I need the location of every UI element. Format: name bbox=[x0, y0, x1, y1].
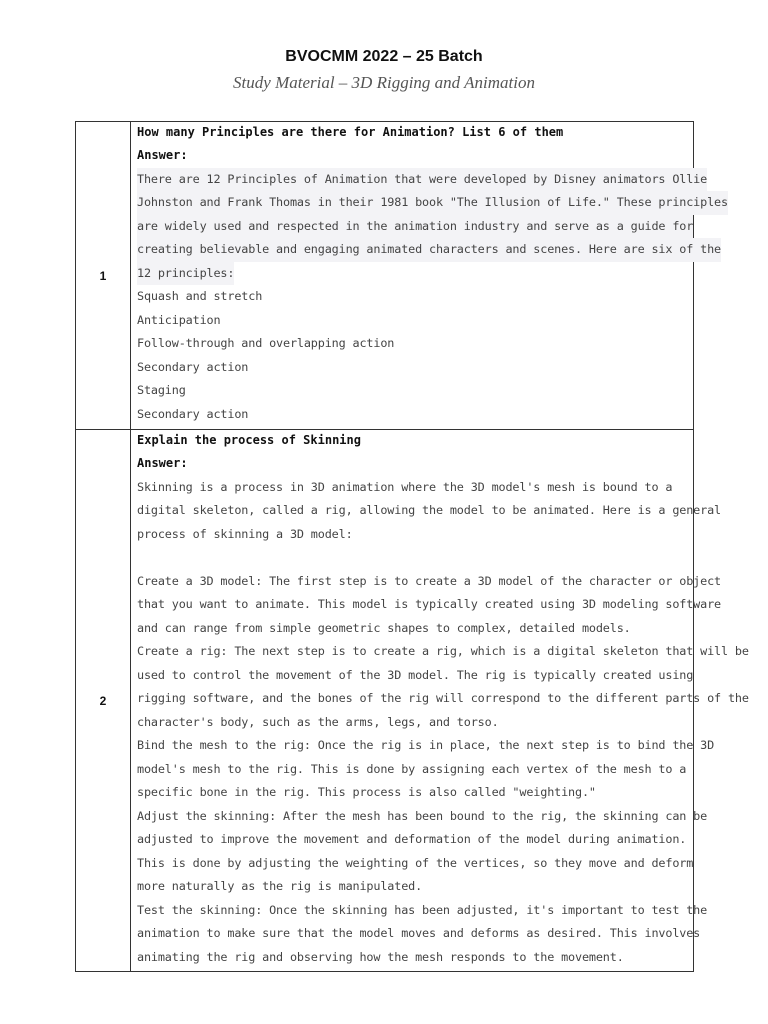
answer-line-text: more naturally as the rig is manipulated. bbox=[137, 879, 423, 893]
answer-line-text: animation to make sure that the model moves and deforms as desired. This involves bbox=[137, 926, 701, 940]
answer-line-text: 12 principles: bbox=[137, 262, 234, 286]
answer-line-text: There are 12 Principles of Animation that were developed by Disney animators Ollie bbox=[137, 168, 707, 192]
document-subtitle: Study Material – 3D Rigging and Animation bbox=[233, 73, 535, 92]
answer-line-text: Johnston and Frank Thomas in their 1981 book "The Illusion of Life." These principles bbox=[137, 191, 728, 215]
answer-line-text: character's body, such as the arms, legs, and torso. bbox=[137, 714, 499, 729]
question-text: How many Principles are there for Animation? List 6 of them bbox=[137, 125, 564, 139]
table-row bbox=[76, 430, 694, 972]
answer-line-text: Bind the mesh to the rig: Once the rig is in place, the next step is to bind the 3D bbox=[137, 738, 715, 752]
answer-line bbox=[137, 687, 749, 711]
answer-line bbox=[137, 191, 728, 215]
answer-line-text: and can range from simple geometric shapes to complex, detailed models. bbox=[137, 620, 631, 635]
answer-line bbox=[137, 379, 687, 403]
row-number: 2 bbox=[76, 430, 131, 972]
blank-line bbox=[137, 546, 687, 570]
answer-line bbox=[137, 946, 687, 970]
answer-line-text: specific bone in the rig. This process is also called "weighting." bbox=[137, 785, 596, 799]
qa-table bbox=[75, 121, 749, 972]
answer-line bbox=[137, 640, 749, 664]
answer-line-text: animating the rig and observing how the mesh responds to the movement. bbox=[137, 949, 624, 964]
answer-line-text: adjusted to improve the movement and deformation of the model during animation. bbox=[137, 832, 687, 846]
answer-line bbox=[137, 922, 701, 946]
answer-line bbox=[137, 875, 687, 899]
answer-line bbox=[137, 758, 687, 782]
answer-line bbox=[137, 476, 687, 500]
row-content bbox=[131, 430, 749, 972]
answer-line bbox=[137, 617, 687, 641]
answer-line-text: are widely used and respected in the animation industry and serve as a guide for bbox=[137, 215, 693, 239]
answer-line bbox=[137, 309, 687, 333]
answer-line bbox=[137, 570, 721, 594]
answer-line bbox=[137, 332, 687, 356]
answer-line bbox=[137, 828, 687, 852]
answer-label: Answer: bbox=[137, 456, 188, 470]
answer-line-text: creating believable and engaging animated characters and scenes. Here are six of the bbox=[137, 238, 721, 262]
answer-line bbox=[137, 899, 708, 923]
answer-body bbox=[137, 476, 749, 970]
answer-line bbox=[137, 805, 708, 829]
answer-body bbox=[137, 168, 728, 427]
answer-line bbox=[137, 285, 687, 309]
answer-line-text: digital skeleton, called a rig, allowing the model to be animated. Here is a general bbox=[137, 503, 721, 517]
answer-line bbox=[137, 215, 694, 239]
answer-line bbox=[137, 711, 687, 735]
answer-line bbox=[137, 523, 687, 547]
document-title: BVOCMM 2022 – 25 Batch bbox=[285, 48, 483, 65]
answer-line bbox=[137, 852, 694, 876]
answer-line-text: process of skinning a 3D model: bbox=[137, 526, 353, 541]
answer-line-text: Skinning is a process in 3D animation where the 3D model's mesh is bound to a bbox=[137, 479, 673, 494]
answer-line-text: that you want to animate. This model is typically created using 3D modeling software bbox=[137, 597, 721, 611]
answer-line-text: Adjust the skinning: After the mesh has been bound to the rig, the skinning can be bbox=[137, 808, 708, 823]
answer-line bbox=[137, 781, 687, 805]
answer-line bbox=[137, 238, 721, 262]
answer-line-text: Follow-through and overlapping action bbox=[137, 336, 395, 350]
answer-line bbox=[137, 664, 694, 688]
answer-line bbox=[137, 499, 721, 523]
answer-line-text: Create a 3D model: The first step is to create a 3D model of the character or object bbox=[137, 573, 721, 588]
answer-line bbox=[137, 262, 687, 286]
answer-line-text: Test the skinning: Once the skinning has been adjusted, it's important to test the bbox=[137, 902, 708, 917]
answer-line-text: Create a rig: The next step is to create a rig, which is a digital skeleton that will be bbox=[137, 644, 749, 658]
answer-line bbox=[137, 593, 721, 617]
answer-line bbox=[137, 403, 687, 427]
answer-line-text: Secondary action bbox=[137, 406, 249, 421]
answer-line-text: Anticipation bbox=[137, 312, 221, 327]
row-number: 1 bbox=[76, 122, 131, 430]
answer-line-text: This is done by adjusting the weighting of the vertices, so they move and deform bbox=[137, 855, 694, 870]
answer-line bbox=[137, 356, 687, 380]
answer-line-text: model's mesh to the rig. This is done by assigning each vertex of the mesh to a bbox=[137, 761, 687, 776]
answer-line-text: Squash and stretch bbox=[137, 289, 263, 303]
answer-line-text: Secondary action bbox=[137, 359, 249, 374]
answer-line bbox=[137, 734, 715, 758]
answer-line bbox=[137, 168, 708, 192]
table-row bbox=[76, 122, 694, 430]
answer-line-text: used to control the movement of the 3D model. The rig is typically created using bbox=[137, 667, 694, 682]
answer-label: Answer: bbox=[137, 148, 188, 162]
question-text: Explain the process of Skinning bbox=[137, 433, 361, 447]
answer-line-text: rigging software, and the bones of the rig will correspond to the different parts of the bbox=[137, 691, 749, 705]
answer-line-text: Staging bbox=[137, 383, 186, 397]
row-content bbox=[131, 122, 728, 430]
